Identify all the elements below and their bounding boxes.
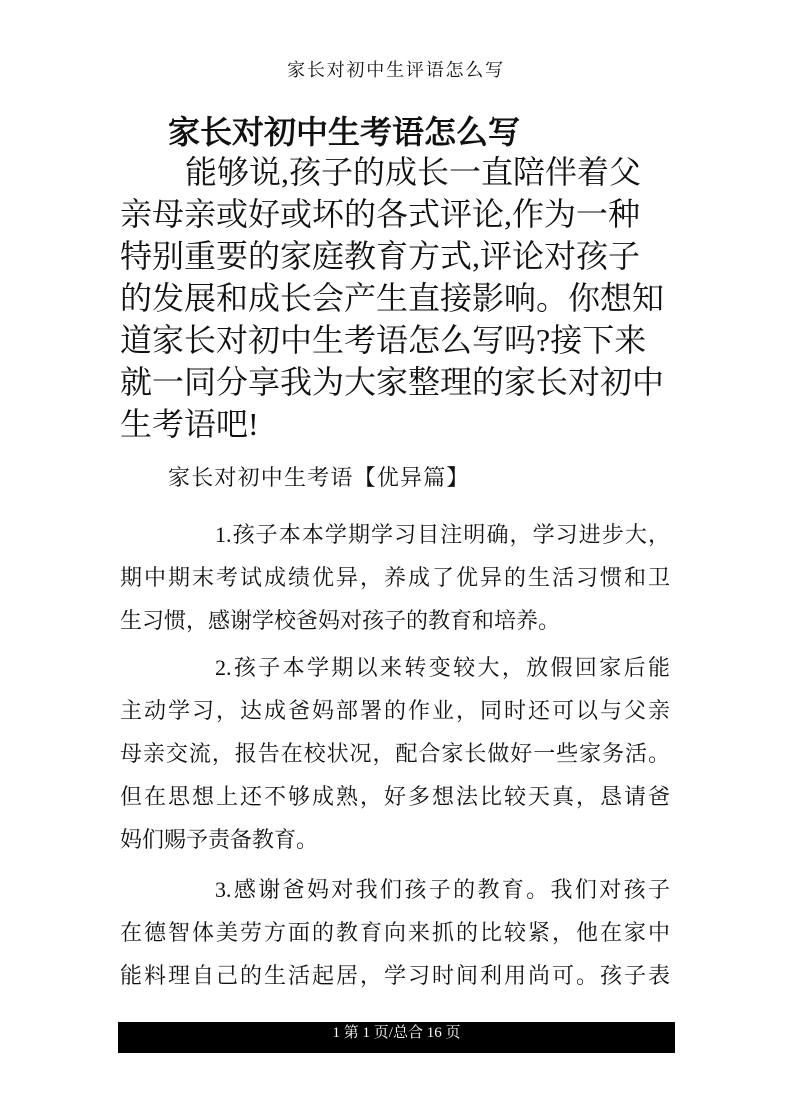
document-title: 家长对初中生考语怎么写 (168, 114, 521, 150)
paragraph-line: 3.感谢爸妈对我们孩子的教育。我们对孩子 (215, 877, 670, 902)
running-header: 家长对初中生评语怎么写 (287, 60, 505, 80)
intro-line: 生考语吧! (120, 406, 259, 442)
paragraph-line: 能料理自己的生活起居，学习时间利用尚可。孩子表 (120, 963, 670, 988)
comment-paragraph-3 (120, 868, 670, 997)
paragraph-line: 生习惯，感谢学校爸妈对孩子的教育和培养。 (120, 608, 561, 633)
page-number-label: 1 第 1 页/总合 16 页 (332, 1025, 461, 1041)
intro-line: 就一同分享我为大家整理的家长对初中 (120, 364, 665, 400)
paragraph-line: 期中期末考试成绩优异，养成了优异的生活习惯和卫 (120, 565, 670, 590)
paragraph-line: 但在思想上还不够成熟，好多想法比较天真，恳请爸 (120, 784, 670, 809)
paragraph-line: 主动学习，达成爸妈部署的作业，同时还可以与父亲 (120, 698, 670, 723)
intro-line: 能够说,孩子的成长一直陪伴着父 (185, 154, 642, 190)
page-footer-bar (118, 1022, 675, 1053)
paragraph-line: 妈们赐予责备教育。 (120, 827, 319, 852)
intro-line: 道家长对初中生考语怎么写吗?接下来 (120, 322, 647, 358)
comment-paragraph-1 (120, 513, 670, 642)
intro-line: 亲母亲或好或坏的各式评论,作为一种 (120, 196, 641, 232)
comment-paragraph-2 (120, 646, 670, 861)
section-heading: 家长对初中生考语【优异篇】 (168, 465, 470, 490)
paragraph-line: 在德智体美劳方面的教育向来抓的比较紧，他在家中 (120, 920, 670, 945)
intro-paragraph (120, 151, 680, 445)
intro-line: 的发展和成长会产生直接影响。你想知 (120, 280, 665, 316)
paragraph-line: 母亲交流，报告在校状况，配合家长做好一些家务活。 (120, 741, 670, 766)
paragraph-line: 2.孩子本学期以来转变较大，放假回家后能 (215, 655, 670, 680)
intro-line: 特别重要的家庭教育方式,评论对孩子 (120, 238, 641, 274)
paragraph-line: 1.孩子本本学期学习目注明确，学习进步大， (215, 522, 670, 547)
